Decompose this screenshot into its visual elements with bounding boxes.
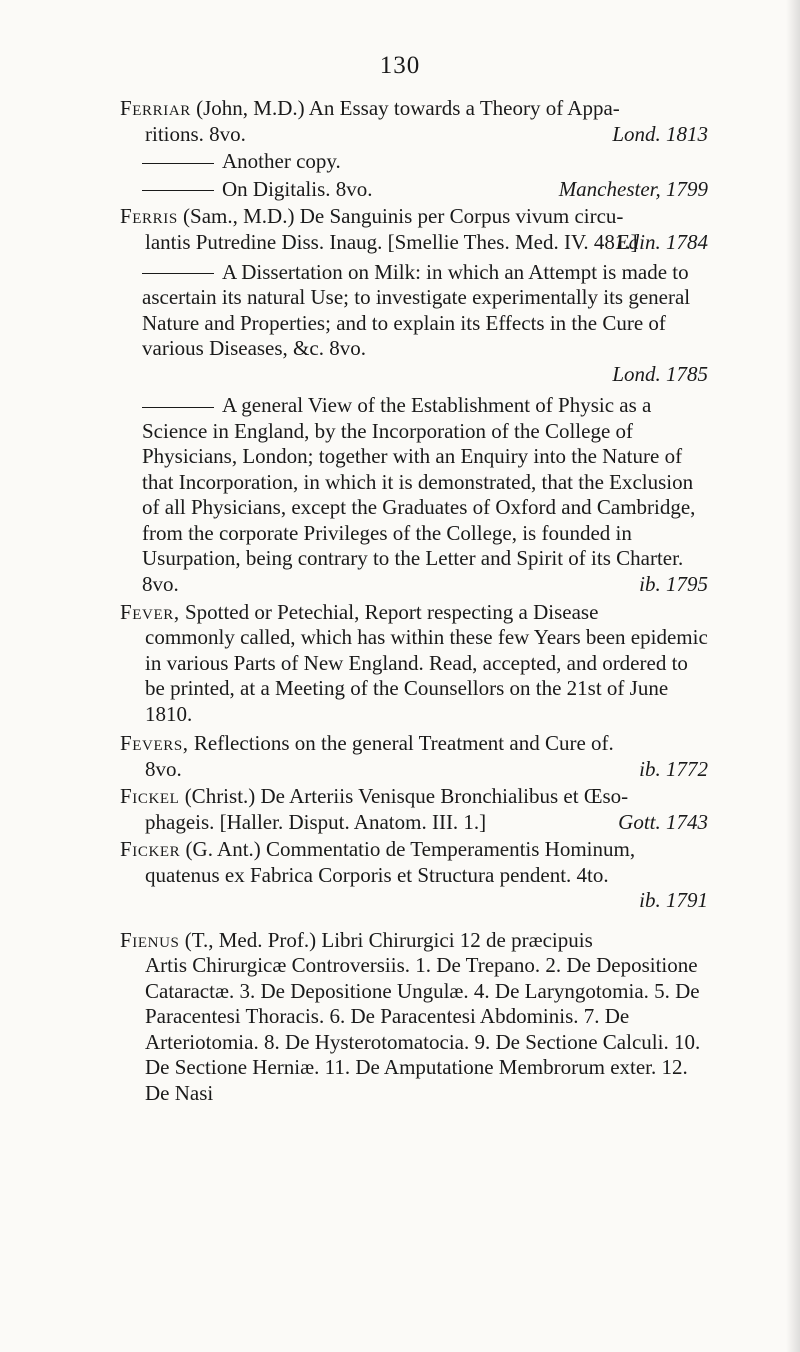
entry-text: (Christ.) De Arteriis Venisque Bronchialibus et Œso- [184,784,629,808]
entry-imprint: Gott. 1743 [618,809,708,834]
entry-text-continued: phageis. [Haller. Disput. Anatom. III. 1.] [145,809,487,834]
catalog-entry [120,149,708,175]
entry-heading: Ferriar [120,96,191,120]
entry-heading: Fickel [120,784,180,808]
catalog-entry [120,784,708,835]
ditto-dash [142,273,214,274]
catalog-entry [120,204,708,256]
entry-text-continued: Artis Chirurgicæ Controversiis. 1. De Trepano. 2. De Depositione Cataractæ. 3. De Depositione Ungulæ. 4. De Laryngotomia. 5. De Paracentesi Thoracis. 6. De Paracentesi Abdominis. 7. De Arteriotomia. 8. De Hysterotomatocia. 9. De Sectione Calculi. 10. De Sectione Herniæ. 11. De Amputatione Membrorum exter. 12. De Nasi [145,953,701,1105]
entry-imprint: Manchester, 1799 [558,176,708,201]
entry-heading: Ficker [120,837,181,861]
catalog-entry [120,96,708,147]
ditto-dash [142,163,214,164]
entry-text-continued: commonly called, which has within these few Years been epidemic in various Parts of New England. Read, accepted, and ordered to be printed, at a Meeting of the Counsellors on the 21st of June 1810. [145,625,708,726]
entry-text: Another copy. [222,149,341,173]
entry-imprint: ib. 1772 [639,756,708,781]
entry-heading: Fevers, [120,731,189,755]
catalog-entry [120,260,708,388]
entry-text: A general View of the Establishment of Physic as a Science in England, by the Incorporation of the College of Physicians, London; together with an Enquiry into the Nature of that Incorporation, in which it is demonstrated, that the Exclusion of all Physicians, except the Graduates of Oxford and Cambridge, from the corporate Privileges of the College, is founded in Usurpation, being contrary to the Letter and Spirit of its Charter. 8vo. [142,393,696,596]
entry-text: (Sam., M.D.) De Sanguinis per Corpus vivum circu- [183,204,624,228]
entry-imprint: Edin. 1784 [615,230,708,254]
entry-imprint: Lond. 1785 [612,361,708,386]
entry-imprint: Lond. 1813 [612,121,708,146]
entry-text: (John, M.D.) An Essay towards a Theory of Appa- [196,96,620,120]
catalog-entries [120,96,708,1106]
entry-heading: Fienus [120,927,180,952]
ditto-dash [142,190,214,191]
catalog-entry [120,600,708,728]
catalog-entry [120,731,708,782]
entry-text: Reflections on the general Treatment and Cure of. [193,731,614,755]
catalog-entry [120,837,708,914]
catalog-entry [120,393,708,598]
entry-text-continued: quatenus ex Fabrica Corporis et Structura pendent. 4to. [145,862,609,887]
ditto-dash [142,407,214,408]
entry-imprint: ib. 1791 [639,888,708,912]
entry-heading: Fever, [120,599,180,624]
page-edge-shadow [786,0,800,1352]
entry-imprint: ib. 1795 [639,572,708,596]
entry-text-continued: lantis Putredine Diss. Inaug. [Smellie Thes. Med. IV. 481.] [145,229,638,254]
entry-text-continued: 8vo. [145,756,182,781]
entry-text-continued: ritions. 8vo. [145,121,246,146]
catalog-entry [120,177,708,203]
entry-text: (T., Med. Prof.) Libri Chirurgici 12 de præcipuis [184,927,593,952]
entry-heading: Ferris [120,204,178,228]
entry-text: On Digitalis. 8vo. [222,176,373,201]
entry-text: Spotted or Petechial, Report respecting a Disease [184,599,599,624]
entry-text: (G. Ant.) Commentatio de Temperamentis Hominum, [185,837,636,861]
page-number: 130 [379,52,421,79]
catalog-entry [120,928,708,1107]
entry-text: A Dissertation on Milk: in which an Attempt is made to ascertain its natural Use; to investigate experimentally its general Nature and Properties; and to explain its Effects in the Cure of various Diseases, &c. 8vo. [142,259,691,360]
